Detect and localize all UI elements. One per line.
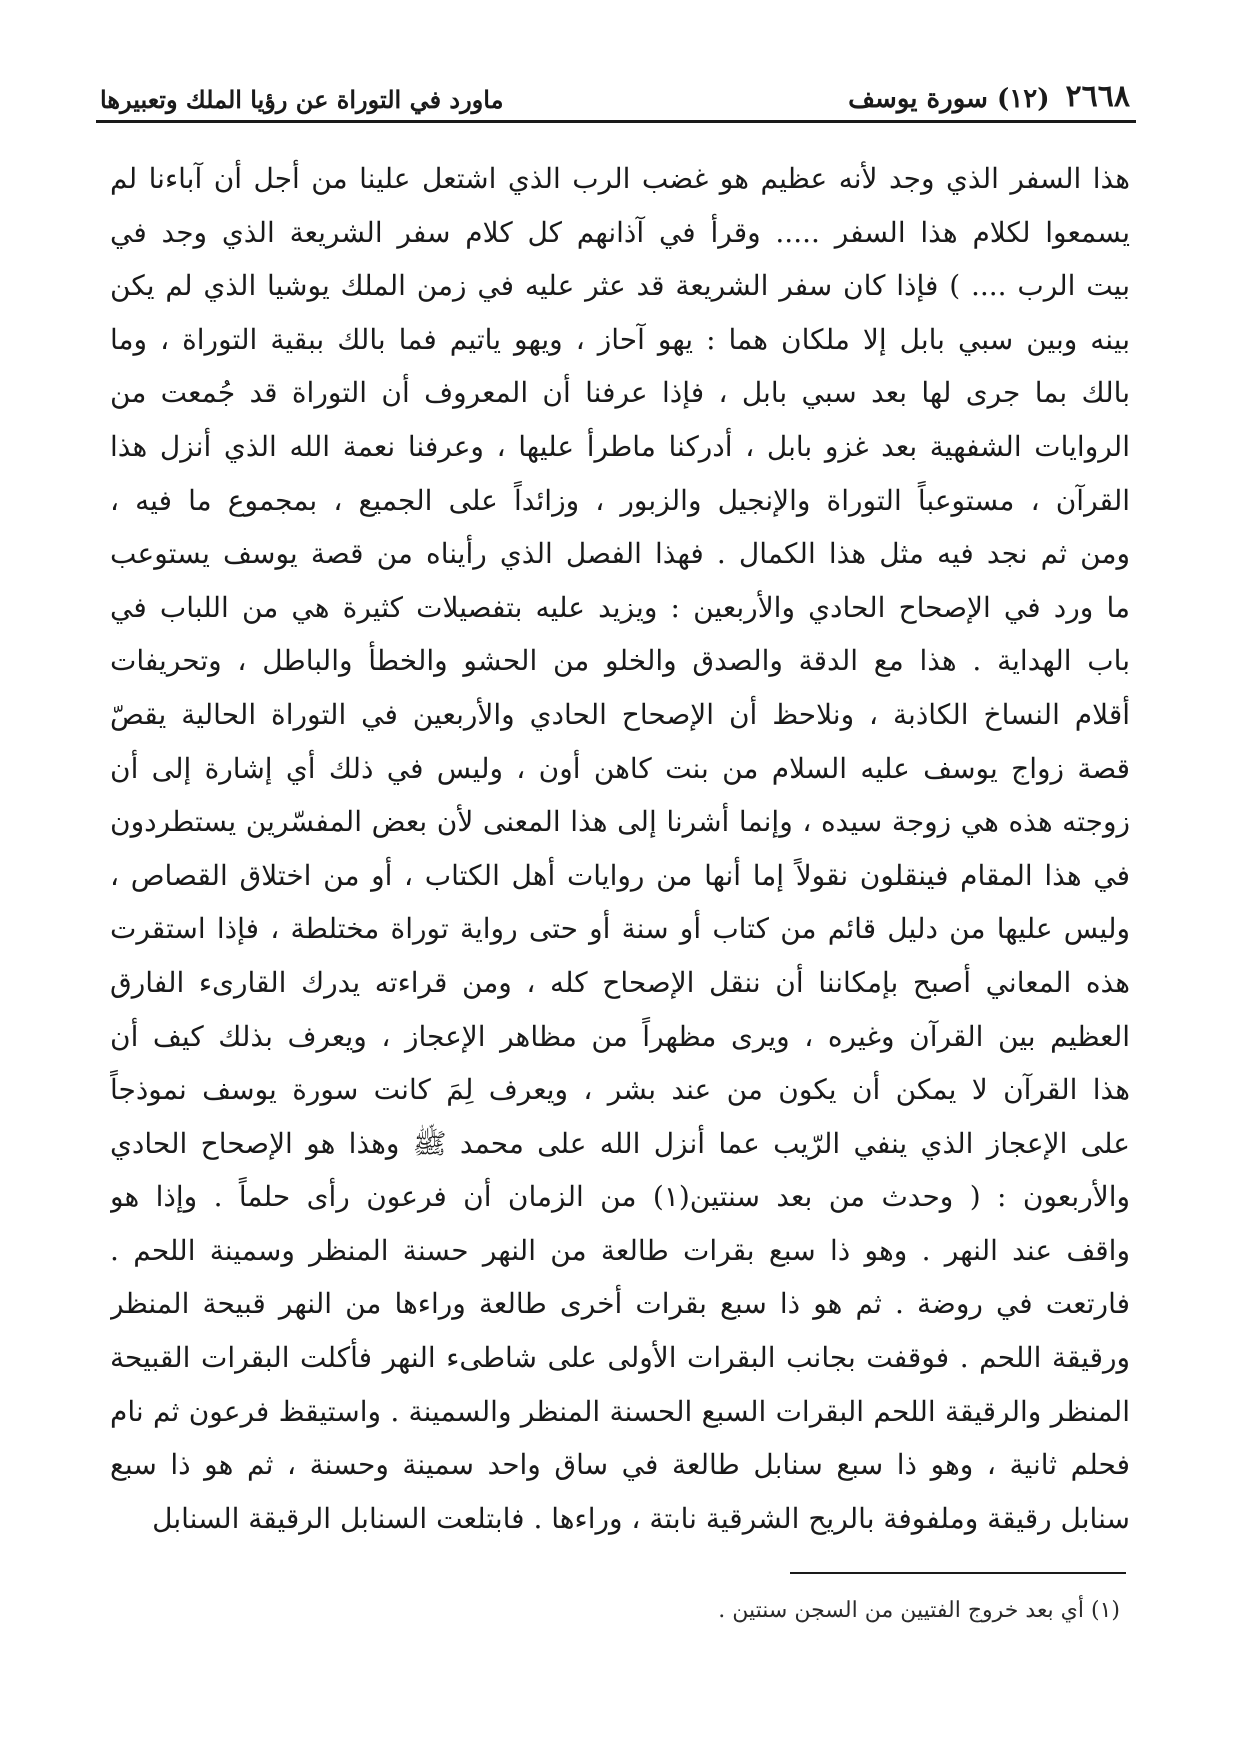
text-line: القرآن ، مستوعباً التوراة والإنجيل والزبور ، وزائداً على الجميع ، بمجموع ما فيه ،	[110, 483, 1130, 517]
text-line: العظيم بين القرآن وغيره ، ويرى مظهراً من مظاهر الإعجاز ، ويعرف بذلك كيف أن	[110, 1019, 1130, 1053]
header-right-group	[848, 79, 1130, 114]
header-divider	[96, 120, 1136, 123]
text-line: ومن ثم نجد فيه مثل هذا الكمال . فهذا الفصل الذي رأيناه من قصة يوسف يستوعب	[110, 537, 1130, 571]
text-line: هذه المعاني أصبح بإمكاننا أن ننقل الإصحاح كله ، ومن قراءته يدرك القارىء الفارق	[110, 965, 1130, 999]
text-line: ورقيقة اللحم . فوقفت بجانب البقرات الأولى على شاطىء النهر فأكلت البقرات القبيحة	[110, 1341, 1130, 1375]
text-line: بالك بما جرى لها بعد سبي بابل ، فإذا عرفنا أن المعروف أن التوراة قد جُمعت من	[110, 376, 1130, 410]
text-line: ما ورد في الإصحاح الحادي والأربعين : ويزيد عليه بتفصيلات كثيرة هي من اللباب في	[110, 590, 1130, 624]
page-number: ٢٦٦٨	[1065, 79, 1130, 114]
body-text	[110, 152, 1130, 1545]
text-line: على الإعجاز الذي ينفي الرّيب عما أنزل الله على محمد ﷺ وهذا هو الإصحاح الحادي	[110, 1126, 1130, 1160]
text-line: يسمعوا لكلام هذا السفر ..... وقرأ في آذانهم كل كلام سفر الشريعة الذي وجد في	[110, 215, 1130, 249]
surah-label: (١٢) سورة يوسف	[848, 84, 1050, 114]
text-line: فحلم ثانية ، وهو ذا سبع سنابل طالعة في ساق واحد سمينة وحسنة ، ثم هو ذا سبع	[110, 1448, 1130, 1482]
text-line: بيت الرب .... ) فإذا كان سفر الشريعة قد عثر عليه في زمن الملك يوشيا الذي لم يكن	[110, 269, 1130, 303]
page-header	[100, 62, 1130, 114]
text-line: سنابل رقيقة وملفوفة بالريح الشرقية نابتة ، وراءها . فابتلعت السنابل الرقيقة السنابل	[152, 1501, 1130, 1535]
footnote-divider	[790, 1572, 1126, 1574]
text-line: قصة زواج يوسف عليه السلام من بنت كاهن أون ، وليس في ذلك أي إشارة إلى أن	[110, 751, 1130, 785]
footnote: (١) أي بعد خروج الفتيين من السجن سنتين .	[718, 1598, 1120, 1623]
text-line: وليس عليها من دليل قائم من كتاب أو سنة أو حتى رواية توراة مختلطة ، فإذا استقرت	[110, 912, 1130, 946]
text-line: في هذا المقام فينقلون نقولاً إما أنها من روايات أهل الكتاب ، أو من اختلاق القصاص ،	[110, 858, 1130, 892]
text-line: المنظر والرقيقة اللحم البقرات السبع الحسنة المنظر والسمينة . واستيقظ فرعون ثم نام	[110, 1394, 1130, 1428]
section-title: ماورد في التوراة عن رؤيا الملك وتعبيرها	[100, 85, 504, 114]
text-line: واقف عند النهر . وهو ذا سبع بقرات طالعة من النهر حسنة المنظر وسمينة اللحم .	[110, 1233, 1130, 1267]
text-line: بينه وبين سبي بابل إلا ملكان هما : يهو آحاز ، ويهو ياتيم فما بالك ببقية التوراة ، وما	[110, 322, 1130, 356]
text-line: باب الهداية . هذا مع الدقة والصدق والخلو من الحشو والخطأ والباطل ، وتحريفات	[110, 644, 1130, 678]
text-line: هذا السفر الذي وجد لأنه عظيم هو غضب الرب الذي اشتعل علينا من أجل أن آباءنا لم	[110, 162, 1130, 195]
text-line: هذا القرآن لا يمكن أن يكون من عند بشر ، ويعرف لِمَ كانت سورة يوسف نموذجاً	[110, 1073, 1130, 1107]
text-line: والأربعون : ( وحدث من بعد سنتين(١) من الزمان أن فرعون رأى حلماً . وإذا هو	[110, 1180, 1130, 1214]
text-line: زوجته هذه هي زوجة سيده ، وإنما أشرنا إلى هذا المعنى لأن بعض المفسّرين يستطردون	[110, 805, 1130, 839]
text-line: أقلام النساخ الكاذبة ، ونلاحظ أن الإصحاح الحادي والأربعين في التوراة الحالية يقصّ	[110, 697, 1130, 731]
text-line: الروايات الشفهية بعد غزو بابل ، أدركنا ماطرأ عليها ، وعرفنا نعمة الله الذي أنزل هذا	[110, 429, 1130, 463]
text-line: فارتعت في روضة . ثم هو ذا سبع بقرات أخرى طالعة وراءها من النهر قبيحة المنظر	[110, 1287, 1130, 1321]
